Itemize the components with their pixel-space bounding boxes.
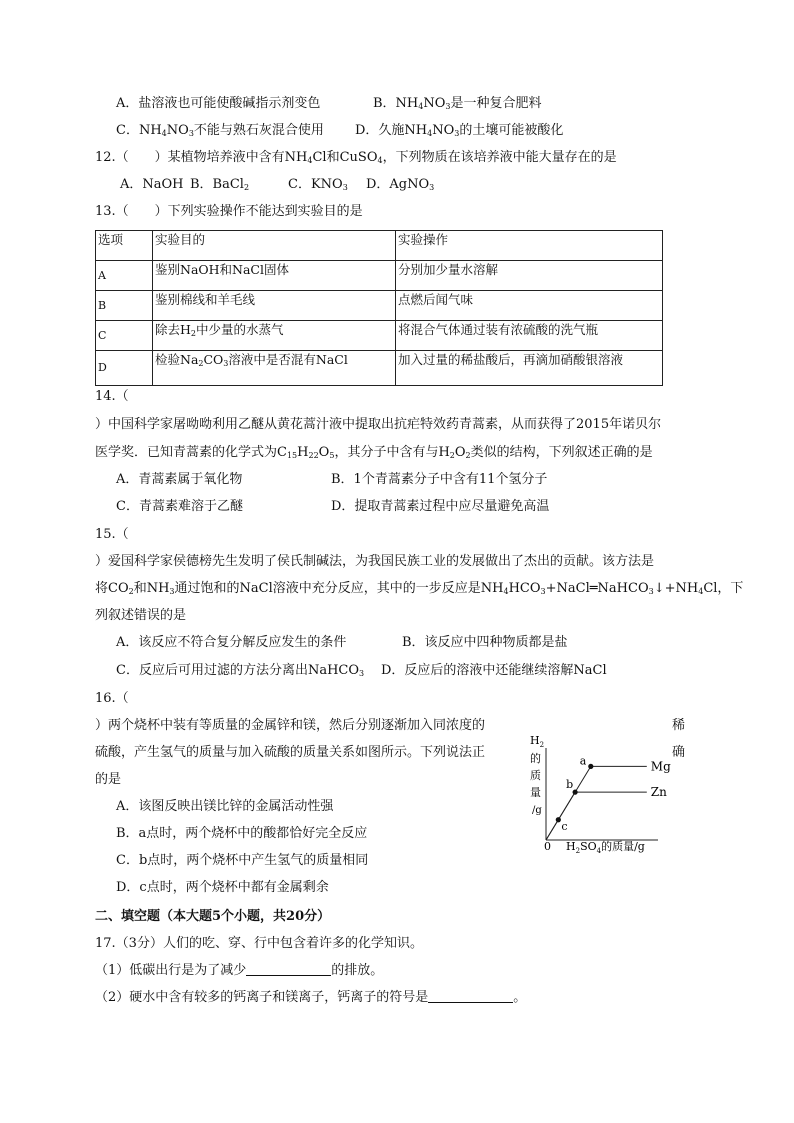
q14-number: 14.（ <box>95 389 129 404</box>
q16-stem-line1: ）两个烧杯中装有等质量的金属锌和镁，然后分别逐渐加入同浓度的 <box>95 718 486 733</box>
q15-option-b: B．该反应中四种物质都是盐 <box>402 635 568 650</box>
table-row <box>96 261 663 291</box>
table-header: 实验操作 <box>396 231 663 261</box>
q17-part2: （2）硬水中含有较多的钙离子和镁离子，钙离子的符号是 。 <box>95 990 527 1005</box>
table-cell: 检验$Na_2CO_3$溶液中是否混有NaCl <box>153 351 396 386</box>
table-cell: 除去$H_2$中少量的水蒸气 <box>153 321 396 351</box>
q15-option-a: A．该反应不符合复分解反应发生的条件 <box>116 635 347 650</box>
y-axis-label: 的 <box>530 752 541 765</box>
point-label-a: a <box>579 754 587 768</box>
q11-option-c: C．$NH_4NO_3$不能与熟石灰混合使用 <box>116 123 324 138</box>
q15-option-d: D．反应后的溶液中还能继续溶解NaCl <box>381 663 607 678</box>
answer-blank[interactable] <box>428 989 513 1003</box>
y-axis-label: $H_2$ <box>530 734 545 749</box>
table-cell: 点燃后闻气味 <box>396 291 663 321</box>
q12-option-a: A．NaOH <box>120 177 184 192</box>
table-cell: A <box>96 261 153 291</box>
q16-option-d: D．c点时，两个烧杯中都有金属剩余 <box>116 880 329 895</box>
q16-option-b: B．a点时，两个烧杯中的酸都恰好完全反应 <box>116 826 368 841</box>
table-row <box>96 351 663 386</box>
table-cell: 将混合气体通过装有浓硫酸的洗气瓶 <box>396 321 663 351</box>
q14-option-a: A．青蒿素属于氧化物 <box>116 472 243 487</box>
series-line-zn <box>546 792 647 840</box>
q17-part1: （1）低碳出行是为了减少 的排放。 <box>95 963 384 978</box>
x-axis-label: $H_2SO_4$的质量/g <box>566 840 645 855</box>
q16-option-a: A．该图反映出镁比锌的金属活动性强 <box>116 799 334 814</box>
q16-stem-line1-end: 稀 <box>672 718 686 733</box>
q12-stem: 12.（ ）某植物培养液中含有$NH_4Cl$和CuSO$_4$，下列物质在该培养液中能大量存在的是 <box>95 150 617 165</box>
point-b <box>573 790 578 795</box>
y-axis-label: /g <box>532 805 542 816</box>
q12-option-d: D．AgNO$_3$ <box>366 177 435 192</box>
q15-number: 15.（ <box>95 527 129 542</box>
point-label-c: c <box>561 819 568 833</box>
q17-stem: 17.（3分）人们的吃、穿、行中包含着许多的化学知识。 <box>95 936 423 951</box>
table-cell: D <box>96 351 153 386</box>
q16-option-c: C．b点时，两个烧杯中产生氢气的质量相同 <box>116 853 369 868</box>
experiment-table <box>95 230 663 386</box>
point-label-b: b <box>566 778 574 792</box>
q14-option-c: C．青蒿素难溶于乙醚 <box>116 499 243 514</box>
q16-stem-line2: 硫酸，产生氢气的质量与加入硫酸的质量关系如图所示。下列说法正 <box>95 745 486 760</box>
q12-option-b: B．BaCl$_2$ <box>190 177 250 192</box>
q11-option-b: B．$NH_4NO_3$是一种复合肥料 <box>373 96 542 111</box>
q15-stem-line3: 列叙述错误的是 <box>95 608 187 623</box>
table-header-row <box>96 231 663 261</box>
table-cell: 鉴别棉线和羊毛线 <box>153 291 396 321</box>
section-title: 二、填空题（本大题5个小题，共20分） <box>95 909 331 924</box>
q14-stem-line1: ）中国科学家屠呦呦利用乙醚从黄花蒿汁液中提取出抗疟特效药青蒿素，从而获得了2015年诺贝尔 <box>95 417 662 432</box>
table-row <box>96 291 663 321</box>
table-cell: 加入过量的稀盐酸后，再滴加硝酸银溶液 <box>396 351 663 386</box>
table-header: 选项 <box>96 231 153 261</box>
y-axis-label: 质 <box>530 769 541 782</box>
q11-option-a: A．盐溶液也可能使酸碱指示剂变色 <box>116 96 321 111</box>
answer-blank[interactable] <box>246 962 331 976</box>
table-row <box>96 321 663 351</box>
table-cell: 鉴别NaOH和NaCl固体 <box>153 261 396 291</box>
q15-option-c: C．反应后可用过滤的方法分离出NaHCO$_3$ <box>116 663 365 678</box>
y-axis-label: 量 <box>530 786 541 799</box>
q12-option-c: C．$KNO_3$ <box>288 177 348 192</box>
series-label-zn: Zn <box>650 785 667 800</box>
q16-stem-line3: 的是 <box>95 772 122 787</box>
q13-stem: 13.（ ）下列实验操作不能达到实验目的是 <box>95 204 363 219</box>
table-cell: C <box>96 321 153 351</box>
table-cell: B <box>96 291 153 321</box>
origin-label: 0 <box>544 840 551 853</box>
q14-stem-line2: 医学奖．已知青蒿素的化学式为$C_{15}H_{22}O_5$，其分子中含有与$H_2O_2$类似的结构，下列叙述正确的是 <box>95 445 653 460</box>
q16-number: 16.（ <box>95 691 129 706</box>
point-a <box>588 764 593 769</box>
q14-option-d: D．提取青蒿素过程中应尽量避免高温 <box>331 499 550 514</box>
point-c <box>556 817 561 822</box>
table-cell: 分别加少量水溶解 <box>396 261 663 291</box>
series-label-mg: Mg <box>650 759 671 774</box>
q15-stem-line1: ）爱国科学家侯德榜先生发明了侯氏制碱法，为我国民族工业的发展做出了杰出的贡献。该方法是 <box>95 554 655 569</box>
q11-option-d: D．久施$NH_4NO_3$的土壤可能被酸化 <box>355 123 564 138</box>
q14-option-b: B．1个青蒿素分子中含有11个氢分子 <box>331 472 548 487</box>
table-header: 实验目的 <box>153 231 396 261</box>
hydrogen-mass-chart <box>518 728 671 856</box>
q15-stem-line2: 将$CO_2$和$NH_3$通过饱和的NaCl溶液中充分反应，其中的一步反应是$NH_4HCO_3+NaCl═NaHCO_3↓+NH_4Cl$，下 <box>95 581 744 596</box>
q16-stem-line2-end: 确 <box>672 745 686 760</box>
